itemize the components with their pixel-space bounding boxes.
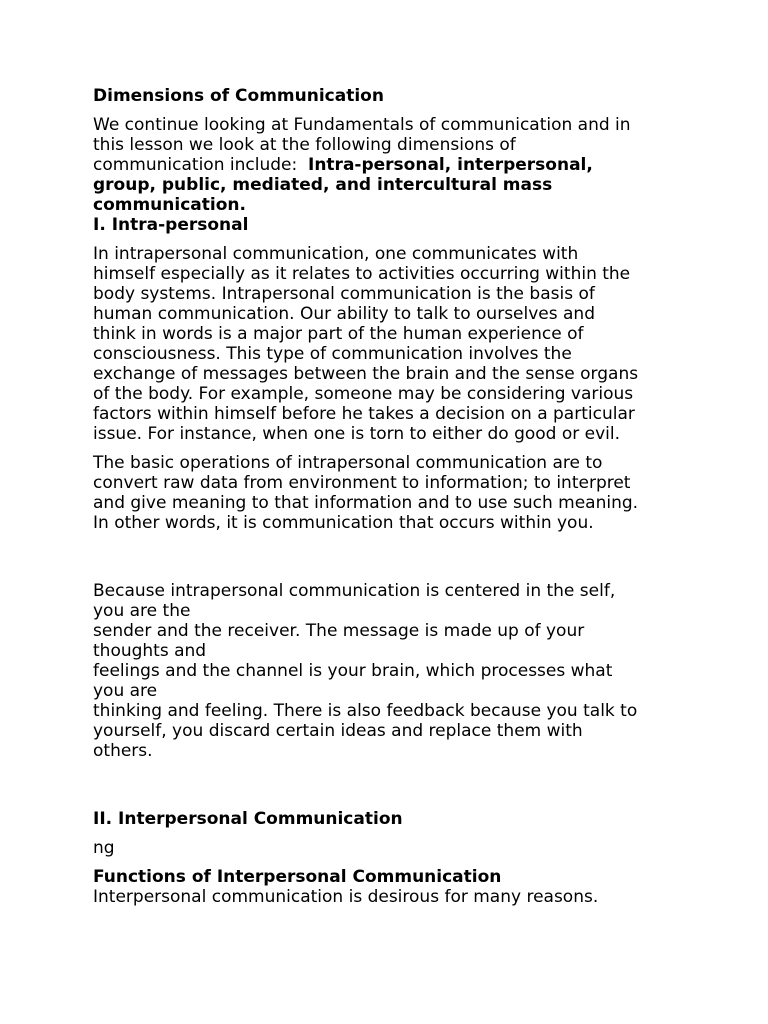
paragraph-intrapersonal-self <box>93 581 693 761</box>
paragraph-line: issue. For instance, when one is torn to either do good or evil. <box>93 424 621 444</box>
paragraph-line: yourself, you discard certain ideas and replace them with <box>93 721 583 741</box>
paragraph-line: sender and the receiver. The message is made up of your <box>93 621 585 641</box>
section-heading-interpersonal: II. Interpersonal Communication <box>93 809 403 829</box>
paragraph-line: feelings and the channel is your brain, which processes what <box>93 661 613 681</box>
section-heading-functions: Functions of Interpersonal Communication <box>93 867 502 887</box>
paragraph-line: thinking and feeling. There is also feedback because you talk to <box>93 701 638 721</box>
paragraph-line: think in words is a major part of the human experience of <box>93 324 584 344</box>
paragraph-line: thoughts and <box>93 641 207 661</box>
dimensions-list: group, public, mediated, and intercultural mass <box>93 175 553 195</box>
paragraph-line: you are <box>93 681 158 701</box>
intro-paragraph <box>93 115 693 215</box>
paragraph-functions <box>93 887 693 907</box>
dimensions-list: communication. <box>93 195 246 215</box>
intro-line <box>93 155 693 175</box>
paragraph-line: himself especially as it relates to activities occurring within the <box>93 264 631 284</box>
paragraph-line: you are the <box>93 601 191 621</box>
paragraph-line: others. <box>93 741 153 761</box>
dimensions-list: Intra-personal, interpersonal, <box>308 155 593 175</box>
paragraph-line: Interpersonal communication is desirous for many reasons. <box>93 887 599 907</box>
intro-line: this lesson we look at the following dimensions of <box>93 135 516 155</box>
paragraph-line: body systems. Intrapersonal communication is the basis of <box>93 284 595 304</box>
document-page <box>93 86 693 907</box>
paragraph-intrapersonal-definition <box>93 244 693 444</box>
intro-lead: communication include: <box>93 155 308 175</box>
text-fragment: ng <box>93 838 115 858</box>
document-title: Dimensions of Communication <box>93 86 384 106</box>
paragraph-line: convert raw data from environment to information; to interpret <box>93 473 631 493</box>
paragraph-intrapersonal-operations <box>93 453 693 533</box>
paragraph-line: human communication. Our ability to talk to ourselves and <box>93 304 595 324</box>
intro-line: We continue looking at Fundamentals of communication and in <box>93 115 631 135</box>
paragraph-line: of the body. For example, someone may be considering various <box>93 384 634 404</box>
paragraph-line: Because intrapersonal communication is centered in the self, <box>93 581 616 601</box>
paragraph-line: exchange of messages between the brain and the sense organs <box>93 364 639 384</box>
paragraph-line: In other words, it is communication that occurs within you. <box>93 513 594 533</box>
paragraph-line: In intrapersonal communication, one communicates with <box>93 244 579 264</box>
paragraph-line: The basic operations of intrapersonal communication are to <box>93 453 603 473</box>
paragraph-line: consciousness. This type of communication involves the <box>93 344 572 364</box>
paragraph-line: factors within himself before he takes a decision on a particular <box>93 404 635 424</box>
paragraph-line: and give meaning to that information and to use such meaning. <box>93 493 639 513</box>
section-heading-intrapersonal: I. Intra-personal <box>93 215 249 235</box>
